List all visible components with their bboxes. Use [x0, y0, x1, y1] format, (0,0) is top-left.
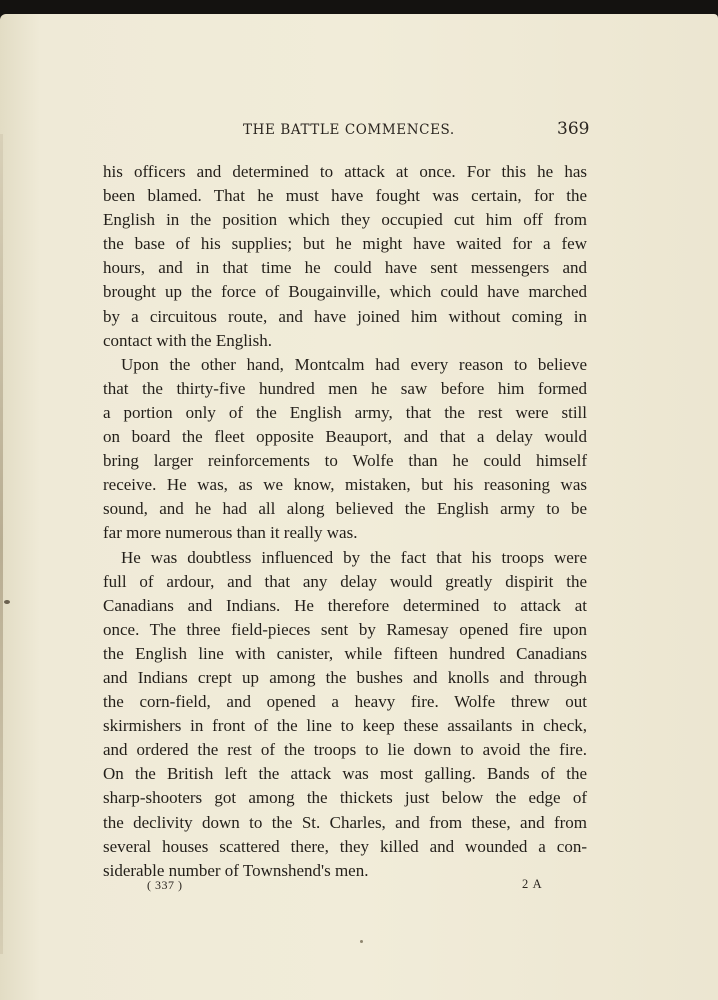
- text-line: and Indians crept up among the bushes and knolls and through: [103, 667, 587, 687]
- text-line: the declivity down to the St. Charles, and from these, and from: [103, 812, 587, 832]
- text-line: contact with the English.: [103, 330, 273, 350]
- footer-page-ref: ( 337 ): [147, 878, 183, 892]
- body-text: [103, 160, 587, 883]
- text-line: siderable number of Townshend's men.: [103, 860, 369, 880]
- text-line: skirmishers in front of the line to keep these assailants in check,: [103, 716, 587, 736]
- text-line: on board the fleet opposite Beauport, and that a delay would: [103, 427, 587, 447]
- text-line: Upon the other hand, Montcalm had every reason to believe: [121, 354, 587, 374]
- text-line: far more numerous than it really was.: [103, 523, 358, 543]
- text-line: and ordered the rest of the troops to lie down to avoid the fire.: [103, 740, 587, 760]
- text-line: a portion only of the English army, that the rest were still: [103, 402, 587, 422]
- text-line: the English line with canister, while fifteen hundred Canadians: [103, 643, 587, 663]
- text-line: been blamed. That he must have fought was certain, for the: [103, 186, 587, 206]
- text-line: his officers and determined to attack at once. For this he has: [103, 162, 587, 181]
- page-header: [0, 121, 718, 141]
- paper-speck: [360, 940, 363, 943]
- text-line: brought up the force of Bougainville, which could have marched: [103, 282, 587, 302]
- text-line: full of ardour, and that any delay would greatly dispirit the: [103, 571, 587, 591]
- text-line: sound, and he had all along believed the English army to be: [103, 499, 587, 519]
- signature-mark: 2 A: [522, 877, 543, 891]
- text-line: English in the position which they occupied cut him off from: [103, 210, 587, 230]
- text-line: several houses scattered there, they killed and wounded a con-: [103, 836, 587, 856]
- text-line: Canadians and Indians. He therefore determined to attack at: [103, 595, 587, 615]
- text-line: by a circuitous route, and have joined him without coming in: [103, 306, 587, 326]
- page-number: 369: [557, 119, 590, 139]
- running-head: THE BATTLE COMMENCES.: [243, 122, 455, 138]
- text-line: the base of his supplies; but he might have waited for a few: [103, 234, 587, 254]
- text-line: the corn-field, and opened a heavy fire. Wolfe threw out: [103, 692, 587, 712]
- text-line: sharp-shooters got among the thickets just below the edge of: [103, 788, 587, 808]
- text-line: He was doubtless influenced by the fact that his troops were: [121, 547, 587, 567]
- text-line: hours, and in that time he could have sent messengers and: [103, 258, 587, 278]
- text-line: receive. He was, as we know, mistaken, but his reasoning was: [103, 475, 587, 495]
- text-line: that the thirty-five hundred men he saw before him formed: [103, 378, 587, 398]
- margin-ink-mark: [4, 600, 10, 604]
- text-line: On the British left the attack was most galling. Bands of the: [103, 764, 587, 784]
- text-line: once. The three field-pieces sent by Ramesay opened fire upon: [103, 619, 587, 639]
- page-spine-edge: [0, 134, 3, 954]
- text-line: bring larger reinforcements to Wolfe than he could himself: [103, 451, 587, 471]
